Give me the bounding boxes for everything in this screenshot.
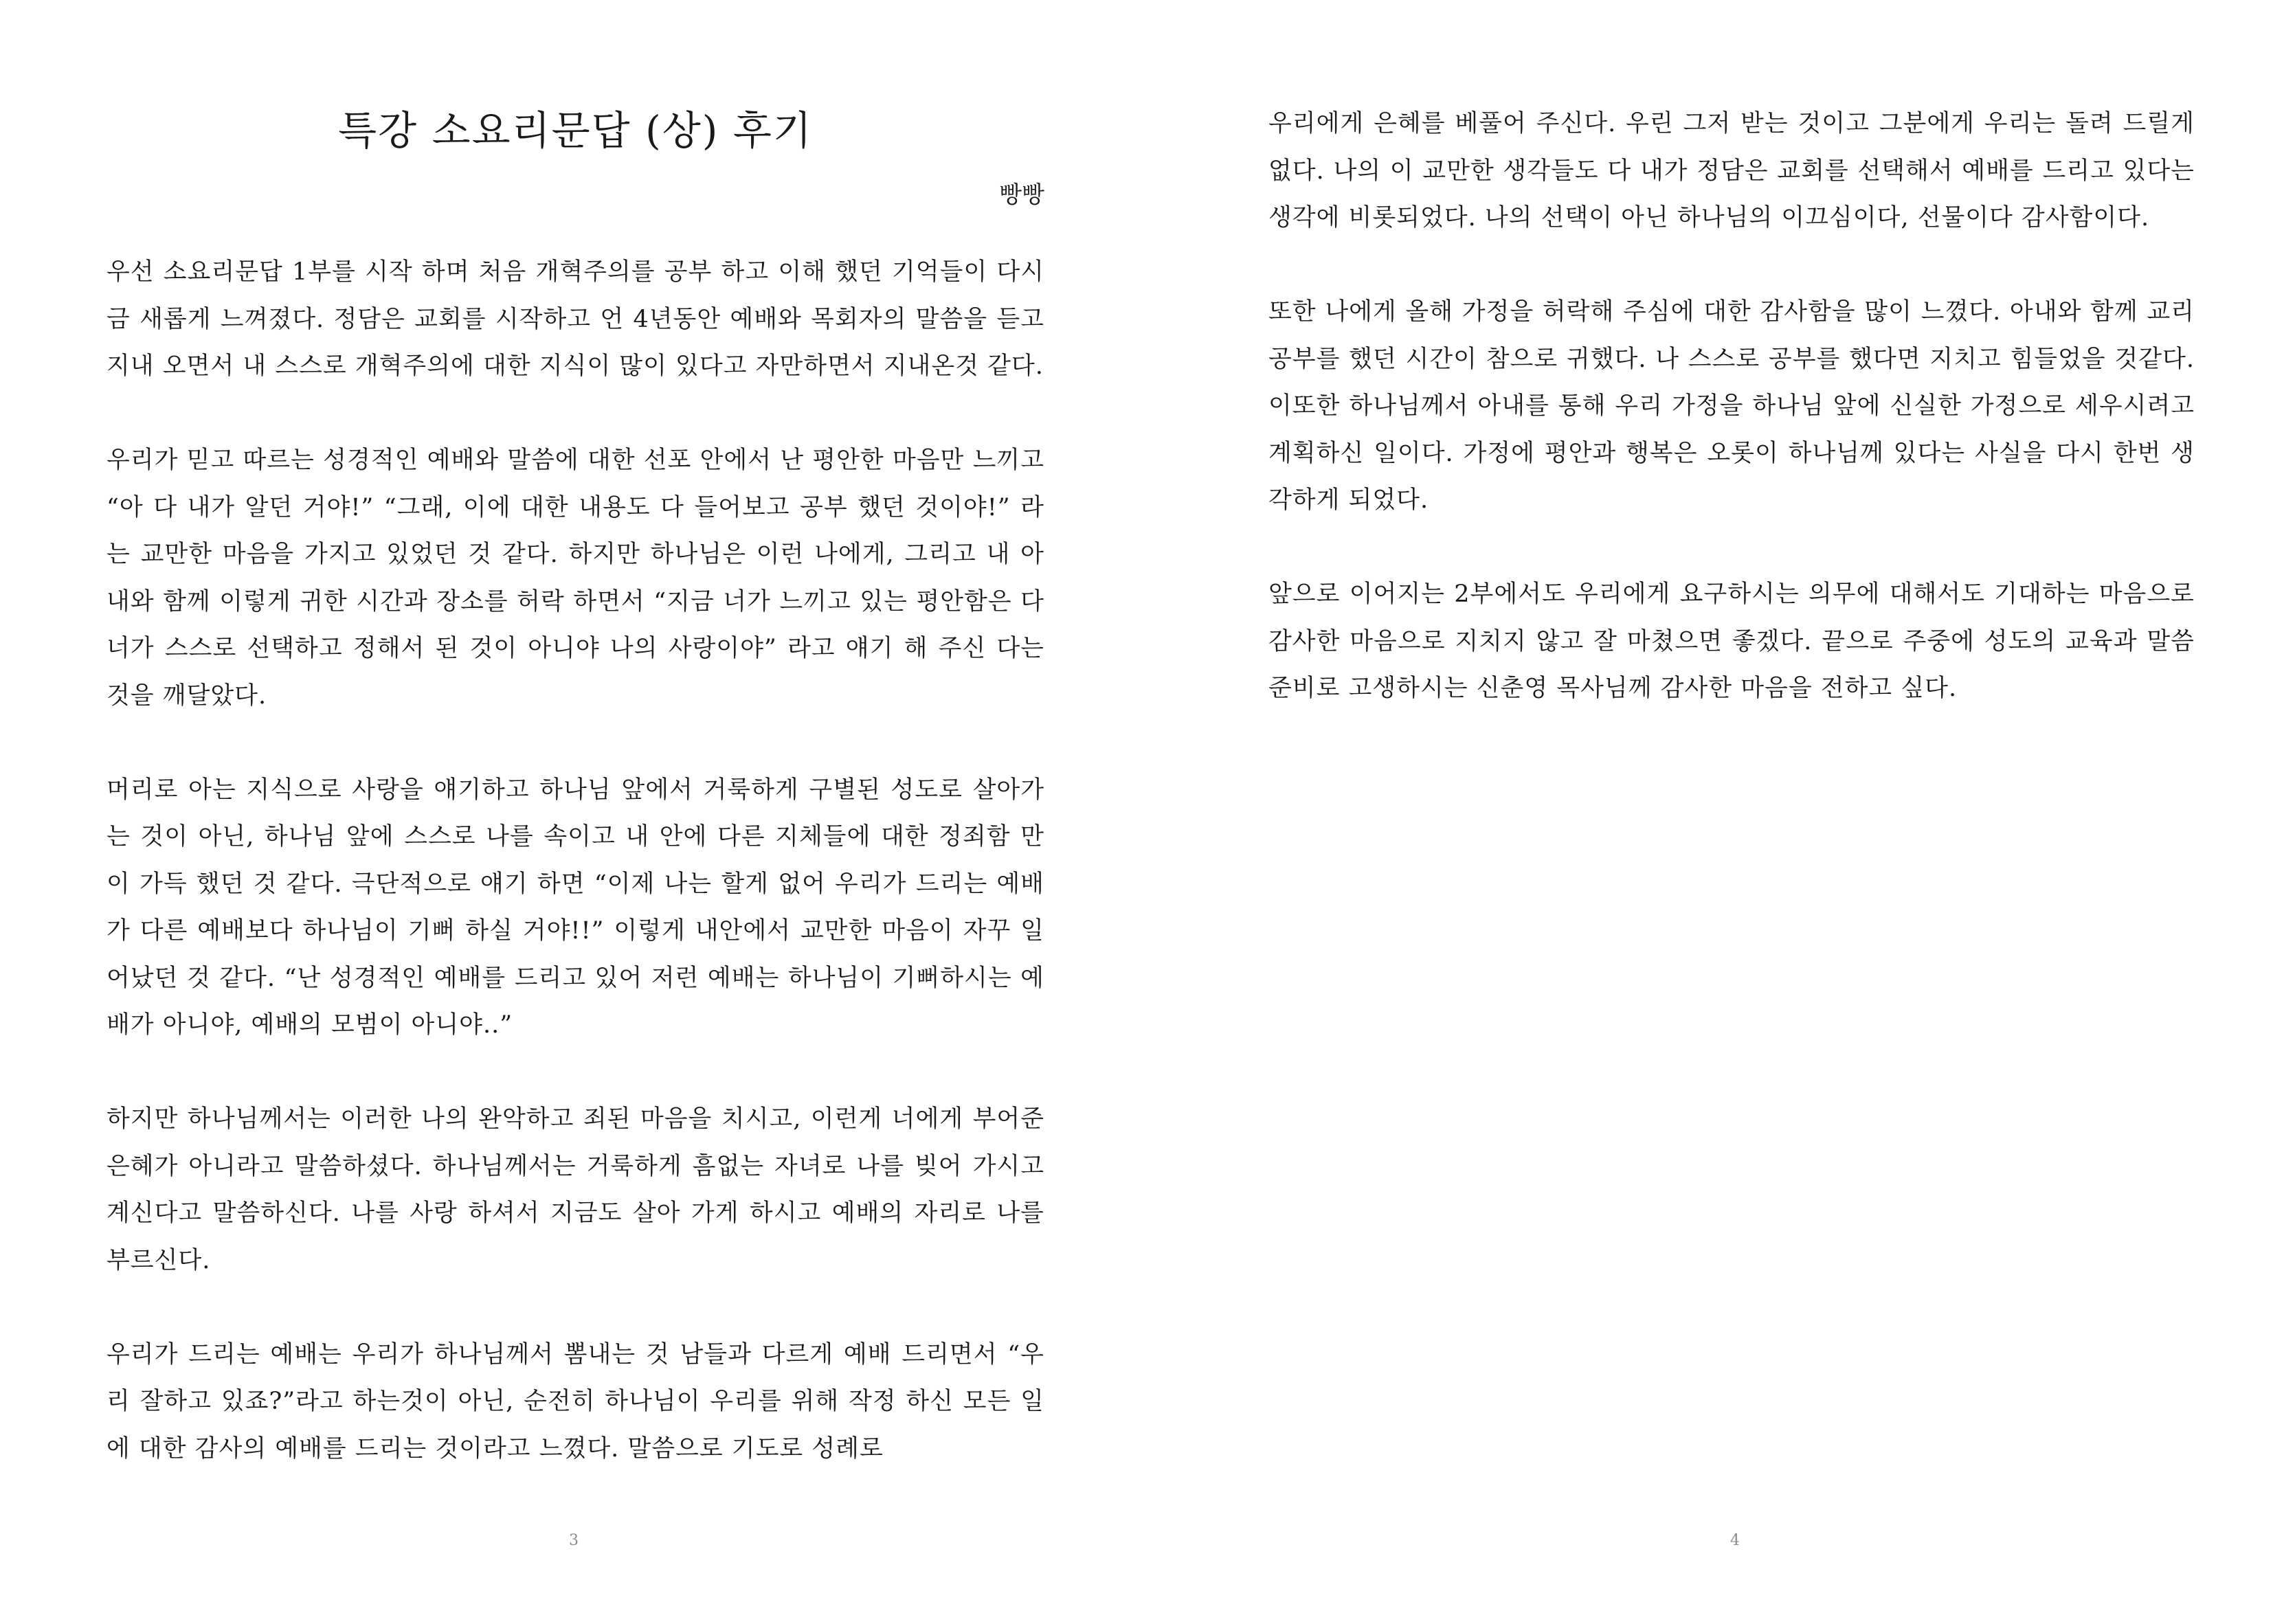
page-number: 3 bbox=[569, 1532, 579, 1549]
page-4-body bbox=[1268, 100, 2195, 759]
page-3-body bbox=[107, 249, 1044, 1520]
paragraph: 하지만 하나님께서는 이러한 나의 완악하고 죄된 마음을 치시고, 이런게 너에게 부어준 은혜가 아니라고 말씀하셨다. 하나님께서는 거룩하게 흠없는 자녀로 나를 빚어 가시고 계신다고 말씀하신다. 나를 사랑 하셔서 지금도 살아 가게 하시고 예배의 자리로 나를 부르신다. bbox=[107, 1105, 1044, 1274]
page-number: 4 bbox=[1730, 1532, 1740, 1549]
paragraph: 우선 소요리문답 1부를 시작 하며 처음 개혁주의를 공부 하고 이해 했던 기억들이 다시금 새롭게 느껴졌다. 정담은 교회를 시작하고 언 4년동안 예배와 목회자의 말씀을 듣고 지내 오면서 내 스스로 개혁주의에 대한 지식이 많이 있다고 자만하면서 지내온것 같다. bbox=[107, 258, 1044, 380]
paragraph: 앞으로 이어지는 2부에서도 우리에게 요구하시는 의무에 대해서도 기대하는 마음으로 감사한 마음으로 지치지 않고 잘 마쳤으면 좋겠다. 끝으로 주중에 성도의 교육과 말씀준비로 고생하시는 신춘영 목사님께 감사한 마음을 전하고 싶다. bbox=[1268, 580, 2195, 702]
paragraph: 머리로 아는 지식으로 사랑을 얘기하고 하나님 앞에서 거룩하게 구별된 성도로 살아가는 것이 아닌, 하나님 앞에 스스로 나를 속이고 내 안에 다른 지체들에 대한 정죄함 만이 가득 했던 것 같다. 극단적으로 얘기 하면 “이제 나는 할게 없어 우리가 드리는 예배가 다른 예배보다 하나님이 기뻐 하실 거야!!” 이렇게 내안에서 교만한 마음이 자꾸 일어났던 것 같다. “난 성경적인 예배를 드리고 있어 저런 예배는 하나님이 기뻐하시는 예배가 아니야, 예배의 모범이 아니야..” bbox=[107, 776, 1044, 1039]
paragraph: 또한 나에게 올해 가정을 허락해 주심에 대한 감사함을 많이 느꼈다. 아내와 함께 교리공부를 했던 시간이 참으로 귀했다. 나 스스로 공부를 했다면 지치고 힘들었을 것같다. 이또한 하나님께서 아내를 통해 우리 가정을 하나님 앞에 신실한 가정으로 세우시려고 계획하신 일이다. 가정에 평안과 행복은 오롯이 하나님께 있다는 사실을 다시 한번 생각하게 되었다. bbox=[1268, 298, 2195, 514]
paragraph: 우리가 드리는 예배는 우리가 하나님께서 뽐내는 것 남들과 다르게 예배 드리면서 “우리 잘하고 있죠?”라고 하는것이 아닌, 순전히 하나님이 우리를 위해 작정 하신 모든 일에 대한 감사의 예배를 드리는 것이라고 느꼈다. 말씀으로 기도로 성례로 bbox=[107, 1340, 1044, 1463]
author-name: 빵빵 bbox=[999, 181, 1044, 209]
page-4 bbox=[1148, 0, 2295, 1624]
paragraph: 우리에게 은혜를 베풀어 주신다. 우린 그저 받는 것이고 그분에게 우리는 돌려 드릴게 없다. 나의 이 교만한 생각들도 다 내가 정담은 교회를 선택해서 예배를 드리고 있다는 생각에 비롯되었다. 나의 선택이 아닌 하나님의 이끄심이다, 선물이다 감사함이다. bbox=[1268, 110, 2195, 232]
paragraph: 우리가 믿고 따르는 성경적인 예배와 말씀에 대한 선포 안에서 난 평안한 마음만 느끼고 “아 다 내가 알던 거야!” “그래, 이에 대한 내용도 다 들어보고 공부 했던 것이야!” 라는 교만한 마음을 가지고 있었던 것 같다. 하지만 하나님은 이런 나에게, 그리고 내 아내와 함께 이렇게 귀한 시간과 장소를 허락 하면서 “지금 너가 느끼고 있는 평안함은 다 너가 스스로 선택하고 정해서 된 것이 아니야 나의 사랑이야” 라고 얘기 해 주신 다는 것을 깨달았다. bbox=[107, 447, 1044, 710]
document-title: 특강 소요리문답 (상) 후기 bbox=[338, 107, 813, 154]
